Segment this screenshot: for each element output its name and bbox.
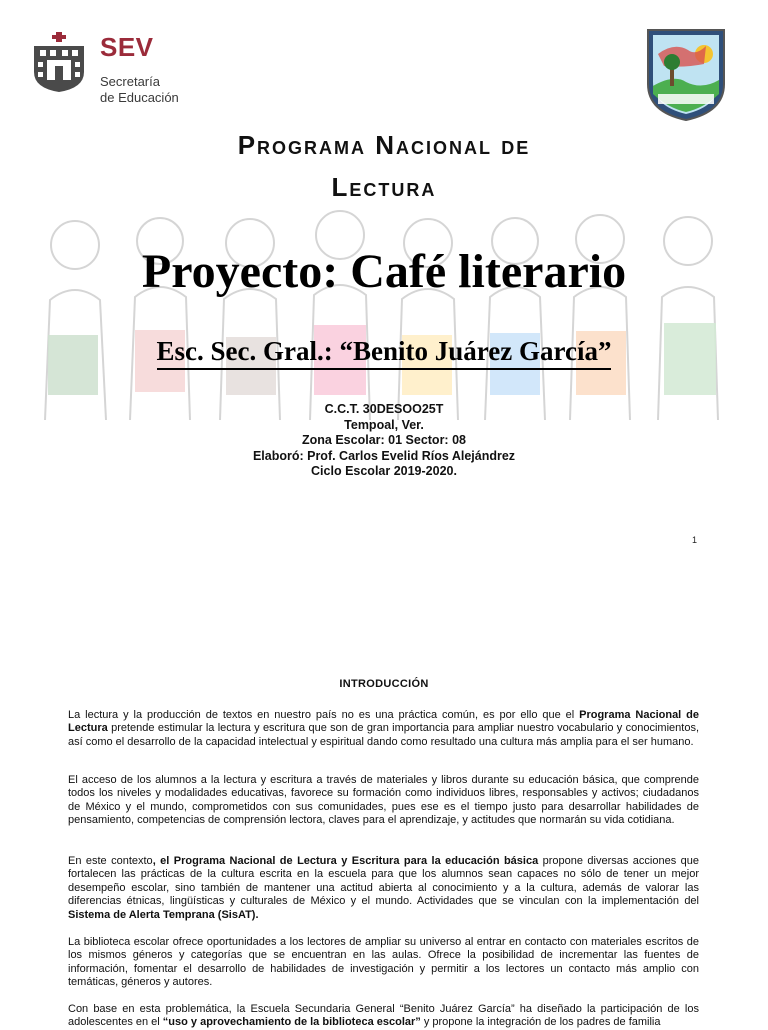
bold-span: , el xyxy=(152,855,174,867)
school-crest-icon xyxy=(644,24,728,122)
text-span: pretende estimular la lectura y escritura que son de gran importancia para ampliar nuestro vocabulario y conocimientos, así como el desarrollo de la capacidad intelectual y espiritual dando como resultado una cultura más amplia para el ser humano. xyxy=(68,722,699,748)
bold-span: Programa Nacional de Lectura xyxy=(68,709,699,735)
page-number: 1 xyxy=(692,535,698,545)
text-span: La lectura y la producción de textos en nuestro país no es una práctica común, es por ello que el xyxy=(68,709,580,721)
bold-span: Programa Nacional de Lectura y Escritura para la educación básica xyxy=(173,855,539,867)
intro-paragraph-3 xyxy=(68,855,699,922)
text-span: y propone la integración de los padres de familia xyxy=(420,1016,661,1029)
intro-paragraph-4: La biblioteca escolar ofrece oportunidades a los lectores de ampliar su universo al entrar en contacto con materiales escritos de los mismos géneros y categorías que se encuentran en las aulas. Ofrece la posibilidad de incrementar las fuentes de información, fomentar el desarrollo de habilidades de investigación y permitir a los lectores un contacto más amplio con temáticas, géneros y autores. xyxy=(68,936,699,989)
cct-code: C.C.T. 30DESOO25T xyxy=(324,402,444,416)
veracruz-shield-icon xyxy=(28,32,90,92)
introduction-heading: INTRODUCCIÓN xyxy=(339,678,429,690)
location: Tempoal, Ver. xyxy=(344,417,424,432)
text-span: Con base en esta problemática, la Escuela Secundaria General “Benito Juárez García” ha diseñado la participación de los adolescentes en el xyxy=(68,1003,699,1029)
program-title-line1: Programa Nacional de xyxy=(237,130,531,160)
school-cycle: Ciclo Escolar 2019-2020. xyxy=(311,464,457,478)
text-span: propone diversas acciones que fortalecen las prácticas de la cultura escrita en la escuela para que los alumnos sean capaces no sólo de tener un mejor desempeño escolar, sino también de mantener una actitud abierta al conocimiento y a la cultura, además de valorar las diferencias étnicas, lingüísticas y culturales de México y el mundo. Actividades que se vinculan con la implementación del xyxy=(68,855,699,908)
intro-paragraph-5 xyxy=(68,1003,699,1030)
project-title: Proyecto: Café literario xyxy=(141,245,627,298)
bold-span: Sistema de Alerta Temprana (SisAT). xyxy=(68,908,259,921)
text-span: En este contexto xyxy=(68,855,153,867)
program-title-line2: Lectura xyxy=(331,172,437,202)
sev-subtitle-line1: Secretaría xyxy=(100,74,160,89)
bold-span: “uso y aprovechamiento de la biblioteca escolar” xyxy=(162,1016,421,1029)
sev-acronym: SEV xyxy=(100,32,154,62)
school-name xyxy=(0,336,768,367)
school-name-text: Esc. Sec. Gral.: “Benito Juárez García” xyxy=(157,336,612,370)
sev-logo xyxy=(28,30,198,105)
school-info xyxy=(0,402,768,480)
intro-paragraph-2: El acceso de los alumnos a la lectura y escritura a través de materiales y libros durante su educación básica, que comprende todos los niveles y modalidades educativas, favorece su formación como individuos libres, responsables y activos; ciudadanos de México y el mundo, comprometidos con sus comunidades, pues ese es el tiempo justo para desarrollar habilidades de pensamiento, competencias de comprensión lectora, claves para el aprendizaje, y actitudes que normarán su vida cotidiana. xyxy=(68,774,699,827)
school-zone: Zona Escolar: 01 Sector: 08 xyxy=(302,433,466,447)
intro-paragraph-1 xyxy=(68,709,699,749)
readers-illustration xyxy=(40,205,728,420)
author: Elaboró: Prof. Carlos Evelid Ríos Alejándrez xyxy=(252,448,516,463)
sev-subtitle-line2: de Educación xyxy=(100,90,179,105)
